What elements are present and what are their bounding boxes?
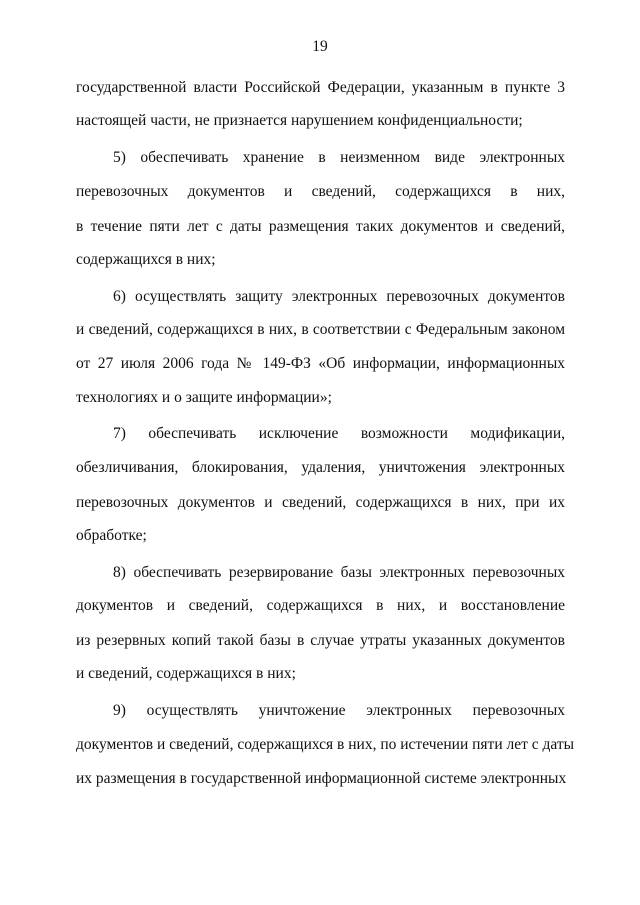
- text-line: содержащихся в них;: [76, 251, 216, 268]
- text-line: в течение пяти лет с даты размещения таких документов и сведений,: [76, 218, 565, 235]
- text-line: обезличивания, блокирования, удаления, уничтожения электронных: [76, 459, 565, 476]
- text-line: их размещения в государственной информационной системе электронных: [76, 770, 567, 787]
- text-line: обработке;: [76, 527, 147, 544]
- list-item-8-line: 8) обеспечивать резервирование базы электронных перевозочных: [113, 564, 565, 581]
- text-line: от 27 июля 2006 года № 149-ФЗ «Об информации, информационных: [76, 355, 565, 372]
- text-line: и сведений, содержащихся в них, в соответствии с Федеральным законом: [76, 321, 565, 338]
- list-item-6-line: 6) осуществлять защиту электронных перевозочных документов: [113, 288, 565, 305]
- text-line: перевозочных документов и сведений, содержащихся в них,: [76, 183, 565, 200]
- list-item-9-line: 9) осуществлять уничтожение электронных перевозочных: [113, 702, 565, 719]
- page-number: 19: [312, 38, 328, 55]
- list-item-5-line: 5) обеспечивать хранение в неизменном виде электронных: [113, 149, 565, 166]
- text-line: технологиях и о защите информации»;: [76, 389, 332, 406]
- text-line: из резервных копий такой базы в случае утраты указанных документов: [76, 632, 565, 649]
- list-item-7-line: 7) обеспечивать исключение возможности модификации,: [113, 425, 565, 442]
- text-line: документов и сведений, содержащихся в них, по истечении пяти лет с даты: [76, 736, 575, 753]
- text-line: перевозочных документов и сведений, содержащихся в них, при их: [76, 494, 565, 511]
- text-line: государственной власти Российской Федерации, указанным в пункте 3: [76, 79, 565, 96]
- text-line: документов и сведений, содержащихся в них, и восстановление: [76, 597, 565, 614]
- text-line: и сведений, содержащихся в них;: [76, 665, 296, 682]
- text-line: настоящей части, не признается нарушением конфиденциальности;: [76, 112, 523, 129]
